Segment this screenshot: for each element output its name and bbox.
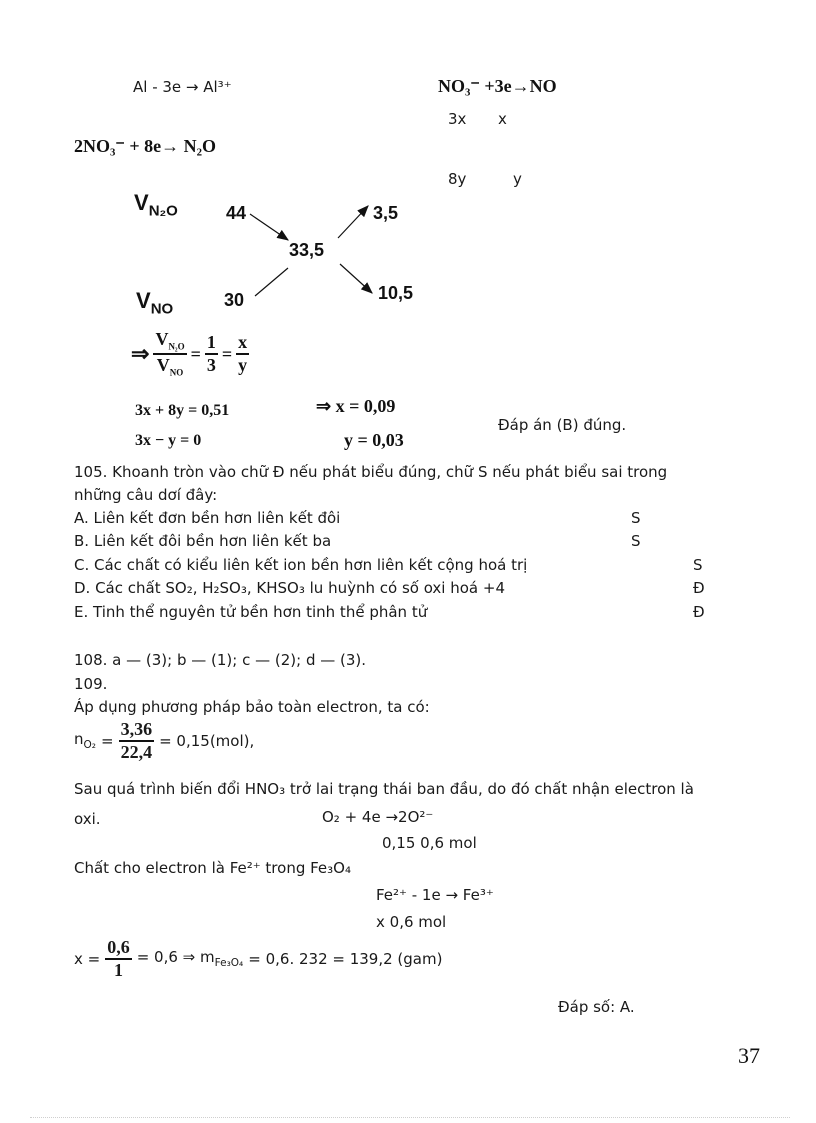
q105-item-e: E. Tinh thể nguyên tử bền hơn tinh thể phân tử bbox=[74, 603, 428, 621]
q105-item-d: D. Các chất SO₂, H₂SO₃, KHSO₃ lu huỳnh có số oxi hoá +4 bbox=[74, 579, 505, 597]
solution-x: ⇒ x = 0,09 bbox=[316, 396, 396, 416]
page-number: 37 bbox=[738, 1043, 760, 1068]
answer-104: Đáp án (B) đúng. bbox=[498, 416, 627, 434]
q109-method: Áp dụng phương pháp bảo toàn electron, ta có: bbox=[74, 698, 430, 716]
q105-intro-line1: 105. Khoanh tròn vào chữ Đ nếu phát biểu đúng, chữ S nếu phát biểu sai trong bbox=[74, 463, 668, 481]
o2-amounts: 0,15 0,6 mol bbox=[382, 834, 477, 852]
fe-reaction: Fe²⁺ - 1e → Fe³⁺ bbox=[376, 886, 494, 904]
q105-mark-c: S bbox=[693, 556, 703, 574]
diff-n2o: 3,5 bbox=[373, 203, 399, 223]
q108-answer: 108. a — (3); b — (1); c — (2); d — (3). bbox=[74, 651, 367, 669]
arrow-avg-to-3-5 bbox=[338, 206, 368, 238]
bottom-divider bbox=[30, 1117, 790, 1118]
arrow-44-to-avg bbox=[250, 214, 288, 240]
x-calculation: x = $\frac{0,6}{1}$ = 0,6 ⇒ $m_{Fe_3O_4}$ = 0,6. 232 = 139,2 (gam) bbox=[74, 937, 443, 980]
q109-sau-line: Sau quá trình biến đổi HNO₃ trở lai trạng thái ban đầu, do đó chất nhận electron là bbox=[74, 780, 694, 798]
mass-no: 30 bbox=[224, 290, 245, 310]
q105-intro-line2: những câu dơí đây: bbox=[74, 486, 218, 504]
arrow-avg-to-10-5 bbox=[340, 264, 372, 293]
q105-mark-b: S bbox=[631, 532, 641, 550]
q105-mark-e: Đ bbox=[693, 603, 705, 621]
q105-item-b: B. Liên kết đôi bền hơn liên kết ba bbox=[74, 532, 332, 550]
system-eq2: 3x − y = 0 bbox=[135, 432, 202, 449]
v-no-label: $V_{NO}$ bbox=[136, 288, 174, 318]
n-o2-calculation: $n_{O_2}$ = $\frac{3,36}{22,4}$ = 0,15(mol), bbox=[74, 719, 255, 762]
fe-amounts: x 0,6 mol bbox=[376, 913, 447, 931]
mass-average: 33,5 bbox=[289, 240, 325, 260]
mass-n2o: 44 bbox=[226, 203, 247, 223]
system-eq1: 3x + 8y = 0,51 bbox=[135, 402, 230, 419]
o2-reaction: O₂ + 4e →2O²⁻ bbox=[322, 808, 434, 826]
cross-diagram-arrows bbox=[0, 0, 816, 400]
solution-y: y = 0,03 bbox=[344, 430, 404, 450]
q105-mark-d: Đ bbox=[693, 579, 705, 597]
q109-oxi: oxi. bbox=[74, 810, 101, 828]
v-n2o-label: $V_{N_2O}$ bbox=[134, 190, 178, 220]
coef-y: y bbox=[513, 170, 522, 188]
volume-ratio: ⇒ $\frac{V_{N_2O}}{V_{NO}}$ = $\frac{1}{3}$ = $\frac{x}{y}$ bbox=[131, 329, 248, 378]
al-half-reaction: Al - 3e → Al³⁺ bbox=[133, 78, 232, 96]
arrow-30-to-avg bbox=[255, 268, 288, 296]
coef-x: x bbox=[498, 110, 507, 128]
diff-no: 10,5 bbox=[378, 283, 414, 303]
coef-3x: 3x bbox=[448, 110, 467, 128]
no3-to-no-reaction: NO₃⁻ +3e→NO bbox=[438, 76, 557, 96]
coef-8y: 8y bbox=[448, 170, 467, 188]
no3-to-n2o-reaction: 2NO₃⁻ + 8e→ N₂O bbox=[74, 136, 217, 156]
q109-number: 109. bbox=[74, 675, 108, 693]
q105-item-a: A. Liên kết đơn bền hơn liên kết đôi bbox=[74, 509, 341, 527]
q105-item-c: C. Các chất có kiểu liên kết ion bền hơn liên kết cộng hoá trị bbox=[74, 556, 528, 574]
q109-cho-electron: Chất cho electron là Fe²⁺ trong Fe₃O₄ bbox=[74, 859, 351, 877]
q105-mark-a: S bbox=[631, 509, 641, 527]
final-answer: Đáp số: A. bbox=[558, 998, 635, 1016]
